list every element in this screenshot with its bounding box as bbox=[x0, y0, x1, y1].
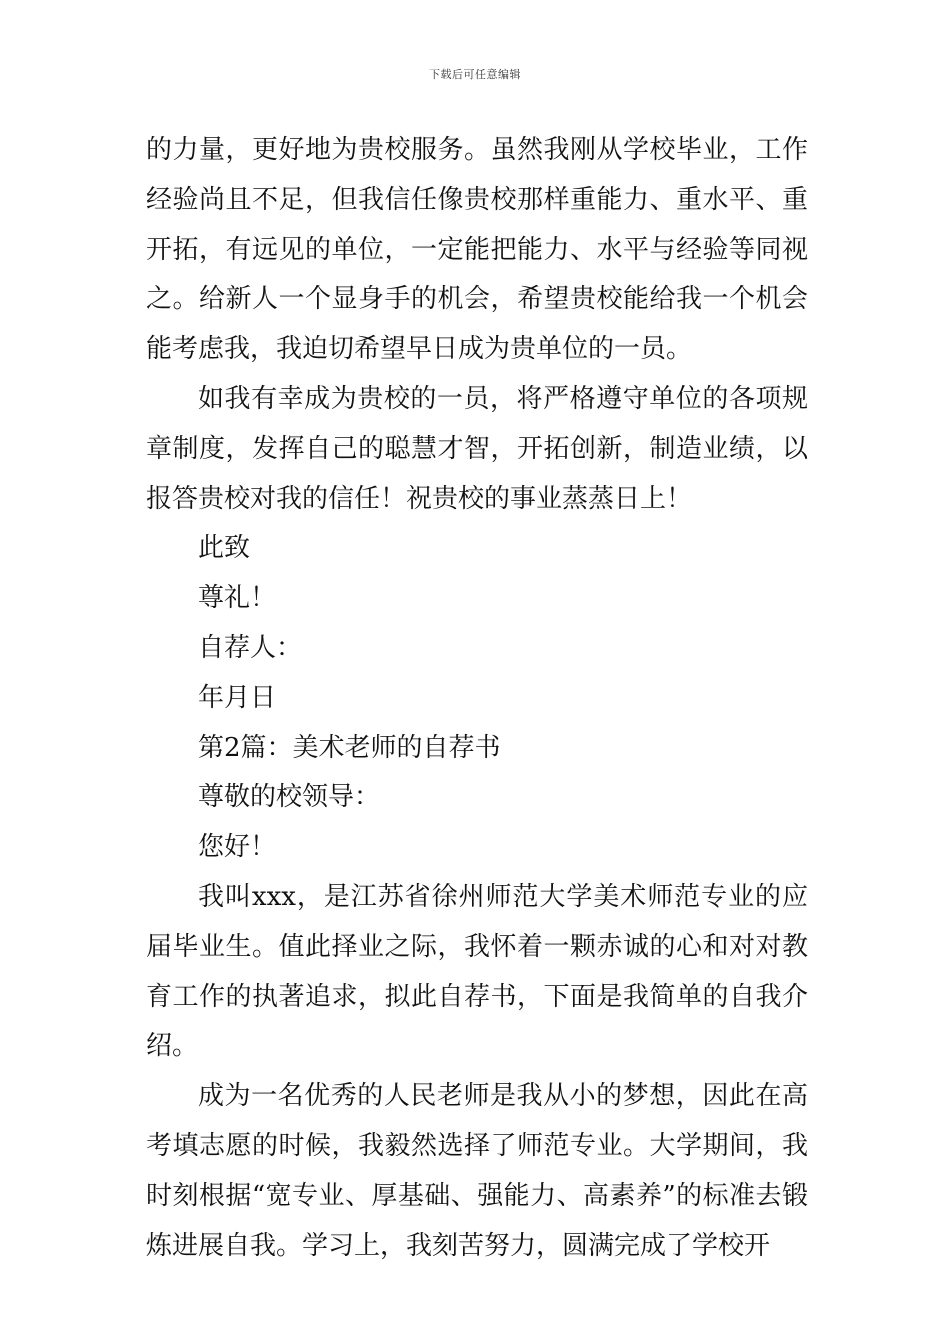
letter-hello: 您好！ bbox=[198, 832, 277, 863]
paragraph-dream: 成为一名优秀的人民老师是我从小的梦想，因此在高考填志愿的时候，我毅然选择了师范专业。大学期间，我时刻根据“宽专业、厚基础、强能力、高素养”的标准去锻炼进展自我。学习上，我刻苦努力，圆满完成了学校开 bbox=[146, 1081, 808, 1261]
date-line: 年月日 bbox=[198, 682, 277, 713]
page-header-note: 下载后可任意编辑 bbox=[429, 68, 521, 81]
paragraph-continuation: 的力量，更好地为贵校服务。虽然我刚从学校毕业，工作经验尚且不足，但我信任像贵校那样重能力、重水平、重开拓，有远见的单位，一定能把能力、水平与经验等同视之。给新人一个显身手的机会，希望贵校能给我一个机会能考虑我，我迫切希望早日成为贵单位的一员。 bbox=[146, 135, 808, 365]
document-body bbox=[146, 126, 808, 1271]
paragraph-commitment: 如我有幸成为贵校的一员，将严格遵守单位的各项规章制度，发挥自己的聪慧才智，开拓创新，制造业绩，以报答贵校对我的信任！祝贵校的事业蒸蒸日上！ bbox=[146, 383, 808, 514]
signature-line: 自荐人： bbox=[198, 632, 303, 663]
letter-greeting: 尊敬的校领导： bbox=[198, 782, 381, 813]
closing-salutation: 此致 bbox=[198, 533, 251, 564]
section-title: 第2篇：美术老师的自荐书 bbox=[198, 732, 501, 763]
paragraph-introduction: 我叫xxx，是江苏省徐州师范大学美术师范专业的应届毕业生。值此择业之际，我怀着一颗赤诚的心和对对教育工作的执著追求，拟此自荐书，下面是我简单的自我介绍。 bbox=[146, 881, 808, 1062]
closing-regards: 尊礼！ bbox=[198, 583, 277, 614]
